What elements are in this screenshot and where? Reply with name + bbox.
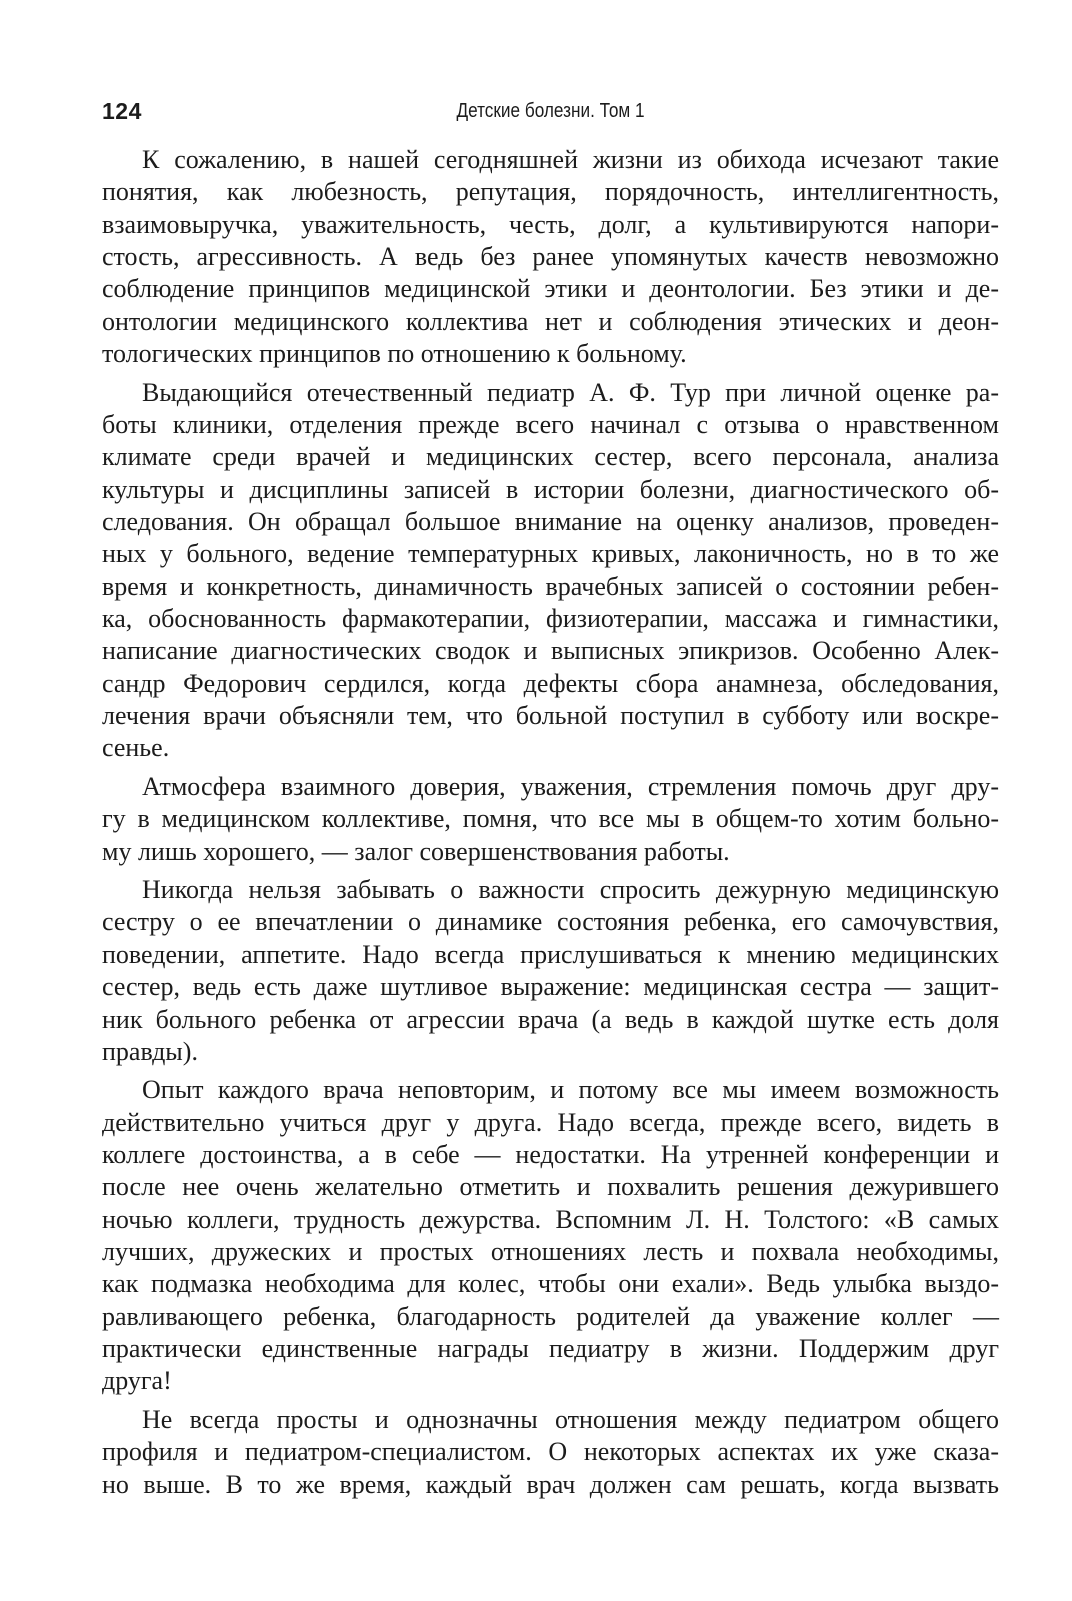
text-line: ка, обоснованность фармакотерапии, физиотерапии, массажа и гимнастики,: [102, 604, 999, 633]
text-line: друга!: [102, 1366, 172, 1396]
text-line: боты клиники, отделения прежде всего начинал с отзыва о нравственном: [102, 409, 999, 439]
text-line: взаимовыручка, уважительность, честь, долг, а культивируются напори-: [102, 209, 999, 239]
text-line: коллеге достоинства, а в себе — недостатки. На утренней конференции и: [102, 1140, 999, 1170]
text-line: правды).: [102, 1036, 198, 1066]
running-title: Детские болезни. Том 1: [456, 100, 645, 122]
text-line: но выше. В то же время, каждый врач должен сам решать, когда вызвать: [102, 1469, 999, 1499]
text-line: лечения врачи объясняли тем, что больной поступил в субботу или воскре-: [102, 701, 999, 731]
text-line: поведении, аппетите. Надо всегда прислушиваться к мнению медицинских: [102, 939, 999, 969]
text-line: лучших, дружеских и простых отношениях лесть и похвала необходимы,: [102, 1237, 999, 1267]
text-line: равливающего ребенка, благодарность родителей да уважение коллег —: [102, 1301, 999, 1331]
paragraph: [102, 377, 999, 765]
text-line: профиля и педиатром-специалистом. О некоторых аспектах их уже сказа-: [102, 1437, 999, 1467]
running-head: [102, 96, 999, 130]
text-line: онтологии медицинского коллектива нет и соблюдения этических и деон-: [102, 306, 999, 336]
text-line: сенье.: [102, 733, 170, 763]
text-line: понятия, как любезность, репутация, порядочность, интеллигентность,: [102, 177, 999, 207]
text-line: тологических принципов по отношению к больному.: [102, 339, 687, 369]
text-line: соблюдение принципов медицинской этики и деонтологии. Без этики и де-: [102, 274, 999, 304]
page-number: 124: [102, 98, 142, 124]
paragraph: [102, 771, 999, 868]
text-line: Выдающийся отечественный педиатр А. Ф. Тур при личной оценке ра-: [142, 377, 999, 407]
text-line: написание диагностических сводок и выписных эпикризов. Особенно Алек-: [102, 636, 999, 666]
text-line: как подмазка необходима для колес, чтобы они ехали». Ведь улыбка выздо-: [102, 1269, 999, 1299]
text-line: Опыт каждого врача неповторим, и потому все мы имеем возможность: [142, 1075, 999, 1105]
text-line: культуры и дисциплины записей в истории болезни, диагностического об-: [102, 474, 999, 504]
text-line: после нее очень желательно отметить и похвалить решения дежурившего: [102, 1172, 999, 1202]
text-line: следования. Он обращал большое внимание на оценку анализов, проведен-: [102, 506, 999, 536]
paragraph: [102, 144, 999, 370]
text-line: Не всегда просты и однозначны отношения между педиатром общего: [142, 1405, 999, 1434]
text-line: действительно учиться друг у друга. Надо всегда, прежде всего, видеть в: [102, 1107, 999, 1137]
paragraph: [102, 874, 999, 1068]
text-line: Никогда нельзя забывать о важности спросить дежурную медицинскую: [142, 875, 999, 905]
body-text: [102, 144, 999, 1507]
text-line: ник больного ребенка от агрессии врача (а ведь в каждой шутке есть доля: [102, 1004, 999, 1034]
text-line: сестру о ее впечатлении о динамике состояния ребенка, его самочувствия,: [102, 907, 999, 937]
text-line: стость, агрессивность. А ведь без ранее упомянутых качеств невозможно: [102, 242, 999, 272]
text-line: му лишь хорошего, — залог совершенствования работы.: [102, 836, 730, 866]
text-line: К сожалению, в нашей сегодняшней жизни из обихода исчезают такие: [142, 145, 999, 174]
text-line: время и конкретность, динамичность врачебных записей о состоянии ребен-: [102, 571, 999, 601]
paragraph: [102, 1074, 999, 1397]
text-line: гу в медицинском коллективе, помня, что все мы в общем-то хотим больно-: [102, 804, 999, 834]
text-line: ных у больного, ведение температурных кривых, лаконичность, но в то же: [102, 539, 999, 569]
text-line: Атмосфера взаимного доверия, уважения, стремления помочь друг дру-: [142, 771, 999, 801]
text-line: климате среди врачей и медицинских сестер, всего персонала, анализа: [102, 442, 999, 472]
book-page: [102, 0, 999, 1601]
text-line: практически единственные награды педиатру в жизни. Поддержим друг: [102, 1334, 999, 1364]
text-line: ночью коллеги, трудность дежурства. Вспомним Л. Н. Толстого: «В самых: [102, 1204, 999, 1234]
text-line: сестер, ведь есть даже шутливое выражение: медицинская сестра — защит-: [102, 972, 999, 1002]
text-line: сандр Федорович сердился, когда дефекты сбора анамнеза, обследования,: [102, 668, 999, 698]
paragraph: [102, 1404, 999, 1501]
